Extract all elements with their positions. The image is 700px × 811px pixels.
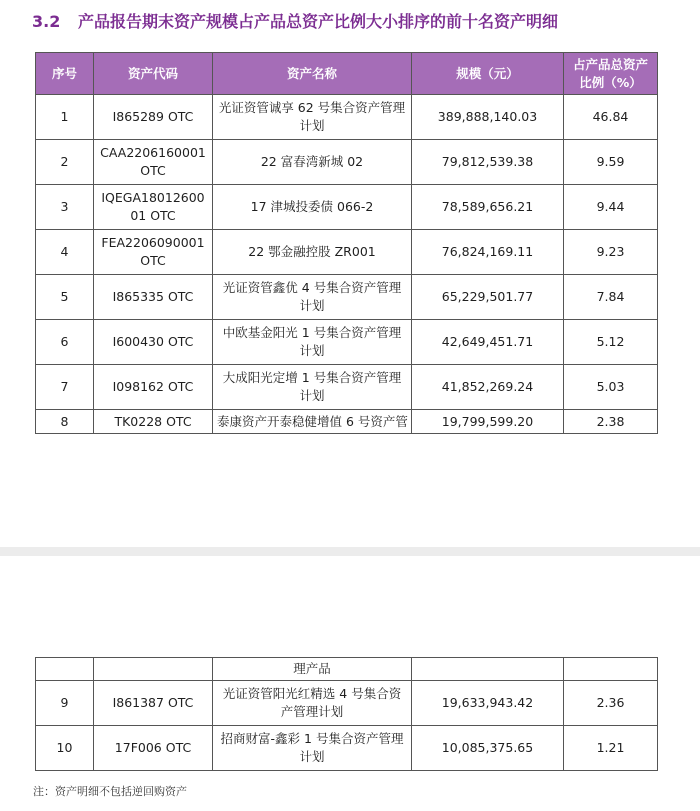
cell-scale	[412, 658, 564, 681]
header-code: 资产代码	[94, 53, 213, 95]
table-row	[36, 185, 658, 230]
section-heading: 产品报告期末资产规模占产品总资产比例大小排序的前十名资产明细	[78, 12, 559, 31]
cell-name: 光证资管阳光红精选 4 号集合资产管理计划	[213, 681, 412, 726]
cell-code: I600430 OTC	[94, 320, 213, 365]
cell-scale: 389,888,140.03	[412, 95, 564, 140]
cell-name: 光证资管诚享 62 号集合资产管理计划	[213, 95, 412, 140]
cell-seq: 6	[36, 320, 94, 365]
cell-pct: 5.12	[564, 320, 658, 365]
cell-scale: 79,812,539.38	[412, 140, 564, 185]
cell-pct: 2.36	[564, 681, 658, 726]
cell-name: 光证资管鑫优 4 号集合资产管理计划	[213, 275, 412, 320]
cell-pct: 7.84	[564, 275, 658, 320]
cell-code: CAA2206160001 OTC	[94, 140, 213, 185]
section-number: 3.2	[32, 12, 61, 31]
cell-seq: 8	[36, 410, 94, 434]
cell-code: TK0228 OTC	[94, 410, 213, 434]
cell-code	[94, 658, 213, 681]
header-pct: 占产品总资产比例（%）	[564, 53, 658, 95]
cell-name: 招商财富-鑫彩 1 号集合资产管理计划	[213, 726, 412, 771]
cell-pct: 9.23	[564, 230, 658, 275]
cell-code: 17F006 OTC	[94, 726, 213, 771]
cell-scale: 10,085,375.65	[412, 726, 564, 771]
header-scale: 规模（元）	[412, 53, 564, 95]
cell-seq: 5	[36, 275, 94, 320]
cell-code: I098162 OTC	[94, 365, 213, 410]
cell-code: I865335 OTC	[94, 275, 213, 320]
cell-pct: 9.44	[564, 185, 658, 230]
table-row	[36, 275, 658, 320]
header-seq: 序号	[36, 53, 94, 95]
cell-name: 泰康资产开泰稳健增值 6 号资产管	[213, 410, 412, 434]
cell-name: 大成阳光定增 1 号集合资产管理计划	[213, 365, 412, 410]
cell-code: I865289 OTC	[94, 95, 213, 140]
cell-scale: 76,824,169.11	[412, 230, 564, 275]
footnote: 注：资产明细不包括逆回购资产	[33, 785, 187, 798]
section-title	[32, 10, 558, 34]
table-row	[36, 140, 658, 185]
cell-pct: 2.38	[564, 410, 658, 434]
cell-pct: 9.59	[564, 140, 658, 185]
cell-seq: 10	[36, 726, 94, 771]
table-row	[36, 320, 658, 365]
table-row-continuation	[36, 658, 658, 681]
header-name: 资产名称	[213, 53, 412, 95]
table-row	[36, 726, 658, 771]
cell-pct: 5.03	[564, 365, 658, 410]
cell-scale: 42,649,451.71	[412, 320, 564, 365]
table-header-row	[36, 53, 658, 95]
cell-name: 22 富春湾新城 02	[213, 140, 412, 185]
cell-seq: 1	[36, 95, 94, 140]
cell-seq: 7	[36, 365, 94, 410]
cell-seq: 2	[36, 140, 94, 185]
cell-code: FEA2206090001 OTC	[94, 230, 213, 275]
cell-pct: 1.21	[564, 726, 658, 771]
table-row	[36, 410, 658, 434]
cell-seq: 4	[36, 230, 94, 275]
top-assets-table-continued	[35, 657, 658, 771]
table-row	[36, 681, 658, 726]
table-row	[36, 95, 658, 140]
cell-pct	[564, 658, 658, 681]
cell-scale: 19,799,599.20	[412, 410, 564, 434]
page-break-divider	[0, 547, 700, 556]
cell-seq: 3	[36, 185, 94, 230]
cell-name: 17 津城投委债 066-2	[213, 185, 412, 230]
cell-name: 22 鄂金融控股 ZR001	[213, 230, 412, 275]
cell-name: 中欧基金阳光 1 号集合资产管理计划	[213, 320, 412, 365]
cell-scale: 65,229,501.77	[412, 275, 564, 320]
cell-seq: 9	[36, 681, 94, 726]
cell-seq	[36, 658, 94, 681]
cell-pct: 46.84	[564, 95, 658, 140]
top-assets-table	[35, 52, 658, 434]
table-row	[36, 365, 658, 410]
cell-scale: 78,589,656.21	[412, 185, 564, 230]
cell-code: I861387 OTC	[94, 681, 213, 726]
table-row	[36, 230, 658, 275]
cell-code: IQEGA1801260001 OTC	[94, 185, 213, 230]
cell-scale: 41,852,269.24	[412, 365, 564, 410]
cell-name: 理产品	[213, 658, 412, 681]
cell-scale: 19,633,943.42	[412, 681, 564, 726]
